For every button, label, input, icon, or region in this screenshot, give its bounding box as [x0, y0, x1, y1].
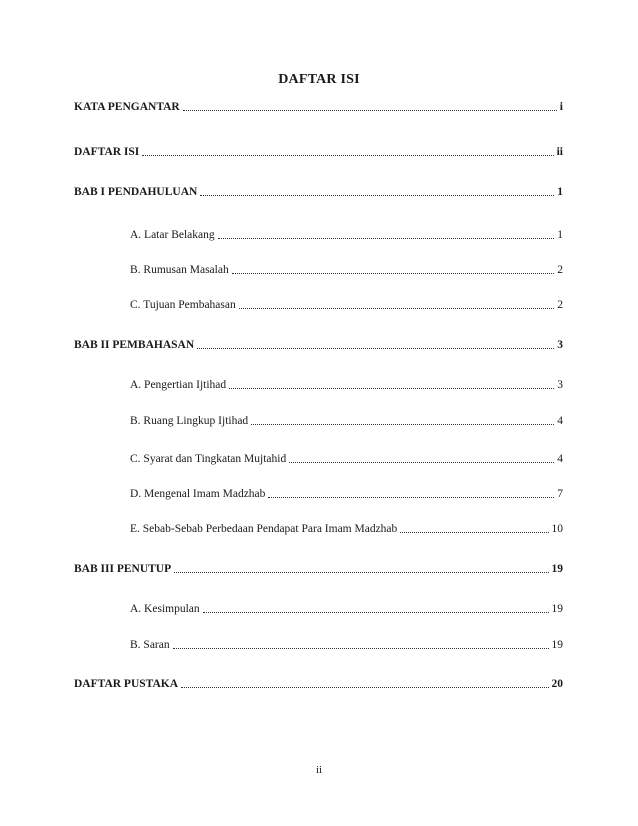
toc-entry-page: 2 [557, 299, 563, 311]
toc-entry-label: E. Sebab-Sebab Perbedaan Pendapat Para Imam Madzhab [130, 523, 398, 535]
dot-leader [181, 686, 548, 688]
dot-leader [200, 194, 554, 196]
dot-leader [229, 387, 554, 389]
toc-entry-page: i [559, 101, 563, 113]
dot-leader [232, 272, 555, 274]
toc-entry-daftar-isi [74, 146, 563, 158]
toc-entry-page: 1 [557, 186, 563, 198]
toc-entry-page: 19 [551, 639, 563, 651]
toc-entry-label: BAB III PENUTUP [74, 563, 172, 575]
toc-entry-tujuan-pembahasan [130, 299, 563, 311]
toc-entry-label: B. Rumusan Masalah [130, 264, 229, 276]
dot-leader [239, 307, 555, 309]
toc-entry-label: A. Pengertian Ijtihad [130, 379, 227, 391]
toc-entry-label: B. Saran [130, 639, 170, 651]
dot-leader [289, 461, 554, 463]
toc-entry-syarat-mujtahid [130, 453, 563, 465]
toc-entry-page: 4 [557, 453, 563, 465]
toc-entry-page: 2 [557, 264, 563, 276]
toc-entry-daftar-pustaka [74, 678, 563, 690]
toc-entry-page: ii [556, 146, 563, 158]
dot-leader [183, 109, 557, 111]
toc-entry-page: 3 [557, 339, 563, 351]
toc-entry-label: C. Syarat dan Tingkatan Mujtahid [130, 453, 287, 465]
toc-entry-page: 19 [551, 563, 563, 575]
toc-entry-label: B. Ruang Lingkup Ijtihad [130, 415, 249, 427]
toc-entry-imam-madzhab [130, 488, 563, 500]
toc-entry-label: A. Kesimpulan [130, 603, 200, 615]
toc-entry-page: 4 [557, 415, 563, 427]
dot-leader [142, 154, 553, 156]
toc-entry-page: 10 [551, 523, 563, 535]
toc-entry-latar-belakang [130, 229, 563, 241]
toc-entry-label: D. Mengenal Imam Madzhab [130, 488, 266, 500]
toc-entry-label: BAB II PEMBAHASAN [74, 339, 195, 351]
page-number: ii [315, 764, 323, 776]
dot-leader [173, 647, 549, 649]
toc-entry-ruang-lingkup [130, 415, 563, 427]
toc-entry-bab-2 [74, 339, 563, 351]
toc-entry-label: BAB I PENDAHULUAN [74, 186, 198, 198]
toc-entry-bab-1 [74, 186, 563, 198]
dot-leader [400, 531, 548, 533]
dot-leader [203, 611, 549, 613]
toc-entry-page: 7 [557, 488, 563, 500]
toc-entry-page: 1 [557, 229, 563, 241]
toc-entry-pengertian-ijtihad [130, 379, 563, 391]
dot-leader [268, 496, 554, 498]
dot-leader [174, 571, 548, 573]
toc-entry-page: 19 [551, 603, 563, 615]
toc-entry-label: KATA PENGANTAR [74, 101, 180, 113]
toc-entry-label: DAFTAR PUSTAKA [74, 678, 179, 690]
toc-entry-kesimpulan [130, 603, 563, 615]
toc-entry-label: C. Tujuan Pembahasan [130, 299, 236, 311]
toc-entry-label: DAFTAR ISI [74, 146, 140, 158]
toc-entry-bab-3 [74, 563, 563, 575]
toc-entry-kata-pengantar [74, 101, 563, 113]
dot-leader [218, 237, 555, 239]
toc-entry-page: 3 [557, 379, 563, 391]
toc-entry-rumusan-masalah [130, 264, 563, 276]
dot-leader [251, 423, 554, 425]
dot-leader [197, 347, 554, 349]
page-title: DAFTAR ISI [278, 72, 360, 87]
toc-entry-saran [130, 639, 563, 651]
toc-entry-sebab-perbedaan [130, 523, 563, 535]
toc-entry-label: A. Latar Belakang [130, 229, 215, 241]
toc-entry-page: 20 [551, 678, 563, 690]
